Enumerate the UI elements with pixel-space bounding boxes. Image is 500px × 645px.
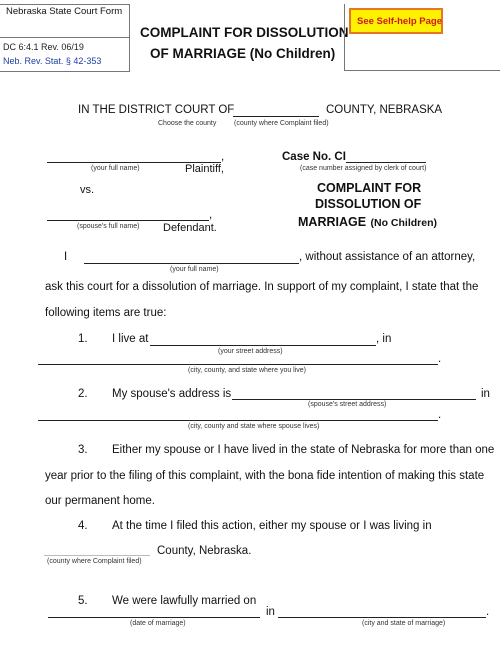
item3-line2: year prior to the filing of this complaint, with the bona fide intention of making this state bbox=[45, 470, 485, 482]
item2-in: in bbox=[481, 388, 490, 400]
case-number-field[interactable] bbox=[346, 162, 426, 163]
county-caption: (county where Complaint filed) bbox=[234, 120, 329, 127]
court-suffix: COUNTY, NEBRASKA bbox=[326, 104, 443, 116]
your-street-address-field[interactable] bbox=[150, 345, 376, 346]
your-name-caption: (your full name) bbox=[170, 266, 219, 273]
defendant-comma: , bbox=[209, 209, 213, 221]
form-org: Nebraska State Court Form bbox=[6, 6, 123, 17]
item1-city-caption: (city, county, and state where you live) bbox=[188, 367, 307, 374]
item2-city-caption: (city, county and state where spouse lives) bbox=[188, 423, 320, 430]
case-number-caption: (case number assigned by clerk of court) bbox=[300, 165, 427, 172]
intro-rest: , without assistance of an attorney, bbox=[299, 251, 476, 263]
item5-place-caption: (city and state of marriage) bbox=[362, 620, 446, 627]
header-divider bbox=[0, 37, 129, 38]
item1-in: , in bbox=[376, 333, 392, 345]
spouse-street-address-field[interactable] bbox=[232, 399, 476, 400]
item2-address-caption: (spouse's street address) bbox=[308, 401, 387, 408]
versus-label: vs. bbox=[80, 184, 95, 196]
item4-number: 4. bbox=[78, 520, 88, 532]
item2-text: My spouse's address is bbox=[112, 388, 232, 400]
item5-date-caption: (date of marriage) bbox=[130, 620, 186, 627]
form-id: DC 6:4.1 Rev. 06/19 bbox=[3, 42, 84, 52]
item1-address-caption: (your street address) bbox=[218, 348, 283, 355]
spouse-city-county-state-field[interactable] bbox=[38, 420, 438, 421]
item1-period: . bbox=[438, 353, 442, 365]
self-help-link[interactable] bbox=[349, 8, 443, 34]
item3-line3: our permanent home. bbox=[45, 495, 155, 507]
item3-line1: Either my spouse or I have lived in the state of Nebraska for more than one bbox=[112, 444, 495, 456]
plaintiff-name-caption: (your full name) bbox=[91, 165, 140, 172]
county-field[interactable] bbox=[233, 116, 319, 117]
item4-county-field[interactable] bbox=[44, 555, 150, 556]
defendant-name-caption: (spouse's full name) bbox=[77, 223, 140, 230]
document-title-3b: (No Children) bbox=[370, 217, 438, 229]
item5-period: . bbox=[486, 606, 490, 618]
item2-period: . bbox=[438, 409, 442, 421]
document-title-1: COMPLAINT FOR bbox=[317, 181, 422, 195]
item5-number: 5. bbox=[78, 595, 88, 607]
item3-number: 3. bbox=[78, 444, 88, 456]
item2-number: 2. bbox=[78, 388, 88, 400]
self-help-link-label: See Self-help Page bbox=[357, 16, 443, 27]
document-title-3a: MARRIAGE bbox=[298, 215, 367, 229]
statute-reference: Neb. Rev. Stat. § 42-353 bbox=[3, 56, 102, 66]
defendant-label: Defendant. bbox=[163, 222, 217, 234]
plaintiff-comma: , bbox=[221, 151, 225, 163]
item4-county-text: County, Nebraska. bbox=[157, 545, 252, 557]
intro-i: I bbox=[64, 251, 68, 263]
court-prefix: IN THE DISTRICT COURT OF bbox=[78, 104, 235, 116]
form-title-line2: OF MARRIAGE (No Children) bbox=[150, 46, 336, 61]
item1-text: I live at bbox=[112, 333, 149, 345]
document-title-2: DISSOLUTION OF bbox=[315, 197, 422, 211]
item5-in: in bbox=[266, 606, 275, 618]
form-header bbox=[0, 0, 500, 74]
your-city-county-state-field[interactable] bbox=[38, 364, 438, 365]
item5-text: We were lawfully married on bbox=[112, 595, 257, 607]
marriage-place-field[interactable] bbox=[278, 617, 486, 618]
item4-county-caption: (county where Complaint filed) bbox=[47, 558, 142, 565]
defendant-name-field[interactable] bbox=[47, 220, 209, 221]
item1-number: 1. bbox=[78, 333, 88, 345]
form-title-line1: COMPLAINT FOR DISSOLUTION bbox=[140, 25, 349, 40]
marriage-date-field[interactable] bbox=[48, 617, 260, 618]
plaintiff-label: Plaintiff, bbox=[185, 163, 224, 175]
choose-county-hint[interactable]: Choose the county bbox=[158, 120, 217, 127]
your-full-name-field[interactable] bbox=[84, 263, 299, 264]
intro-line2: ask this court for a dissolution of marriage. In support of my complaint, I state that the bbox=[45, 281, 479, 293]
document-title-3 bbox=[298, 213, 437, 231]
intro-line3: following items are true: bbox=[45, 307, 167, 319]
item4-text: At the time I filed this action, either my spouse or I was living in bbox=[112, 520, 432, 532]
case-number-label: Case No. CI bbox=[282, 151, 346, 163]
